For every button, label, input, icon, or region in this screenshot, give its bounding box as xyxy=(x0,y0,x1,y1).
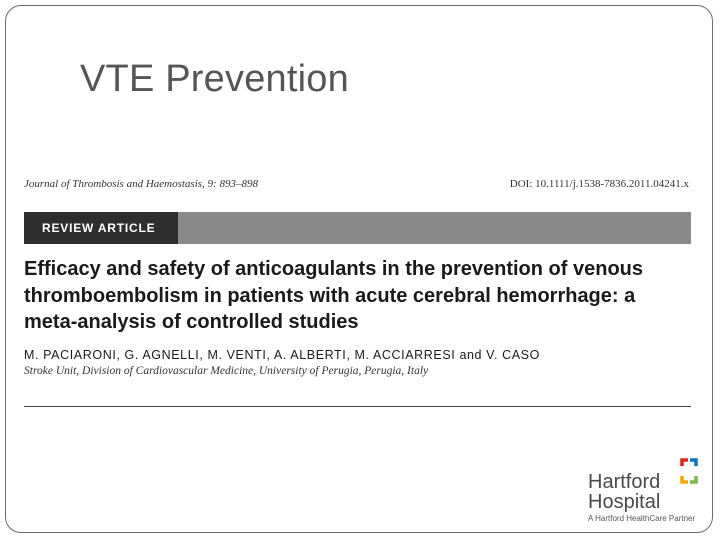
logo-word-hartford: Hartford xyxy=(588,471,661,493)
journal-citation: Journal of Thrombosis and Haemostasis, 9: 893–898 xyxy=(24,178,258,190)
hartford-hospital-logo xyxy=(588,458,714,528)
section-band xyxy=(24,212,691,244)
logo-tagline: A Hartford HealthCare Partner xyxy=(588,514,696,523)
divider-rule xyxy=(24,406,691,407)
slide-title: VTE Prevention xyxy=(80,58,349,100)
article-affiliation: Stroke Unit, Division of Cardiovascular Medicine, University of Perugia, Perugia, Italy xyxy=(24,365,429,377)
logo-mark-icon xyxy=(676,458,702,484)
article-authors: M. PACIARONI, G. AGNELLI, M. VENTI, A. ALBERTI, M. ACCIARRESI and V. CASO xyxy=(24,348,540,362)
article-doi: DOI: 10.1111/j.1538-7836.2011.04241.x xyxy=(509,178,689,190)
article-title: Efficacy and safety of anticoagulants in the prevention of venous thromboembolism in patients with acute cerebral hemorrhage: a meta-analysis of controlled studies xyxy=(24,258,644,333)
section-label: REVIEW ARTICLE xyxy=(24,212,178,244)
logo-word-hospital: Hospital xyxy=(588,491,661,513)
